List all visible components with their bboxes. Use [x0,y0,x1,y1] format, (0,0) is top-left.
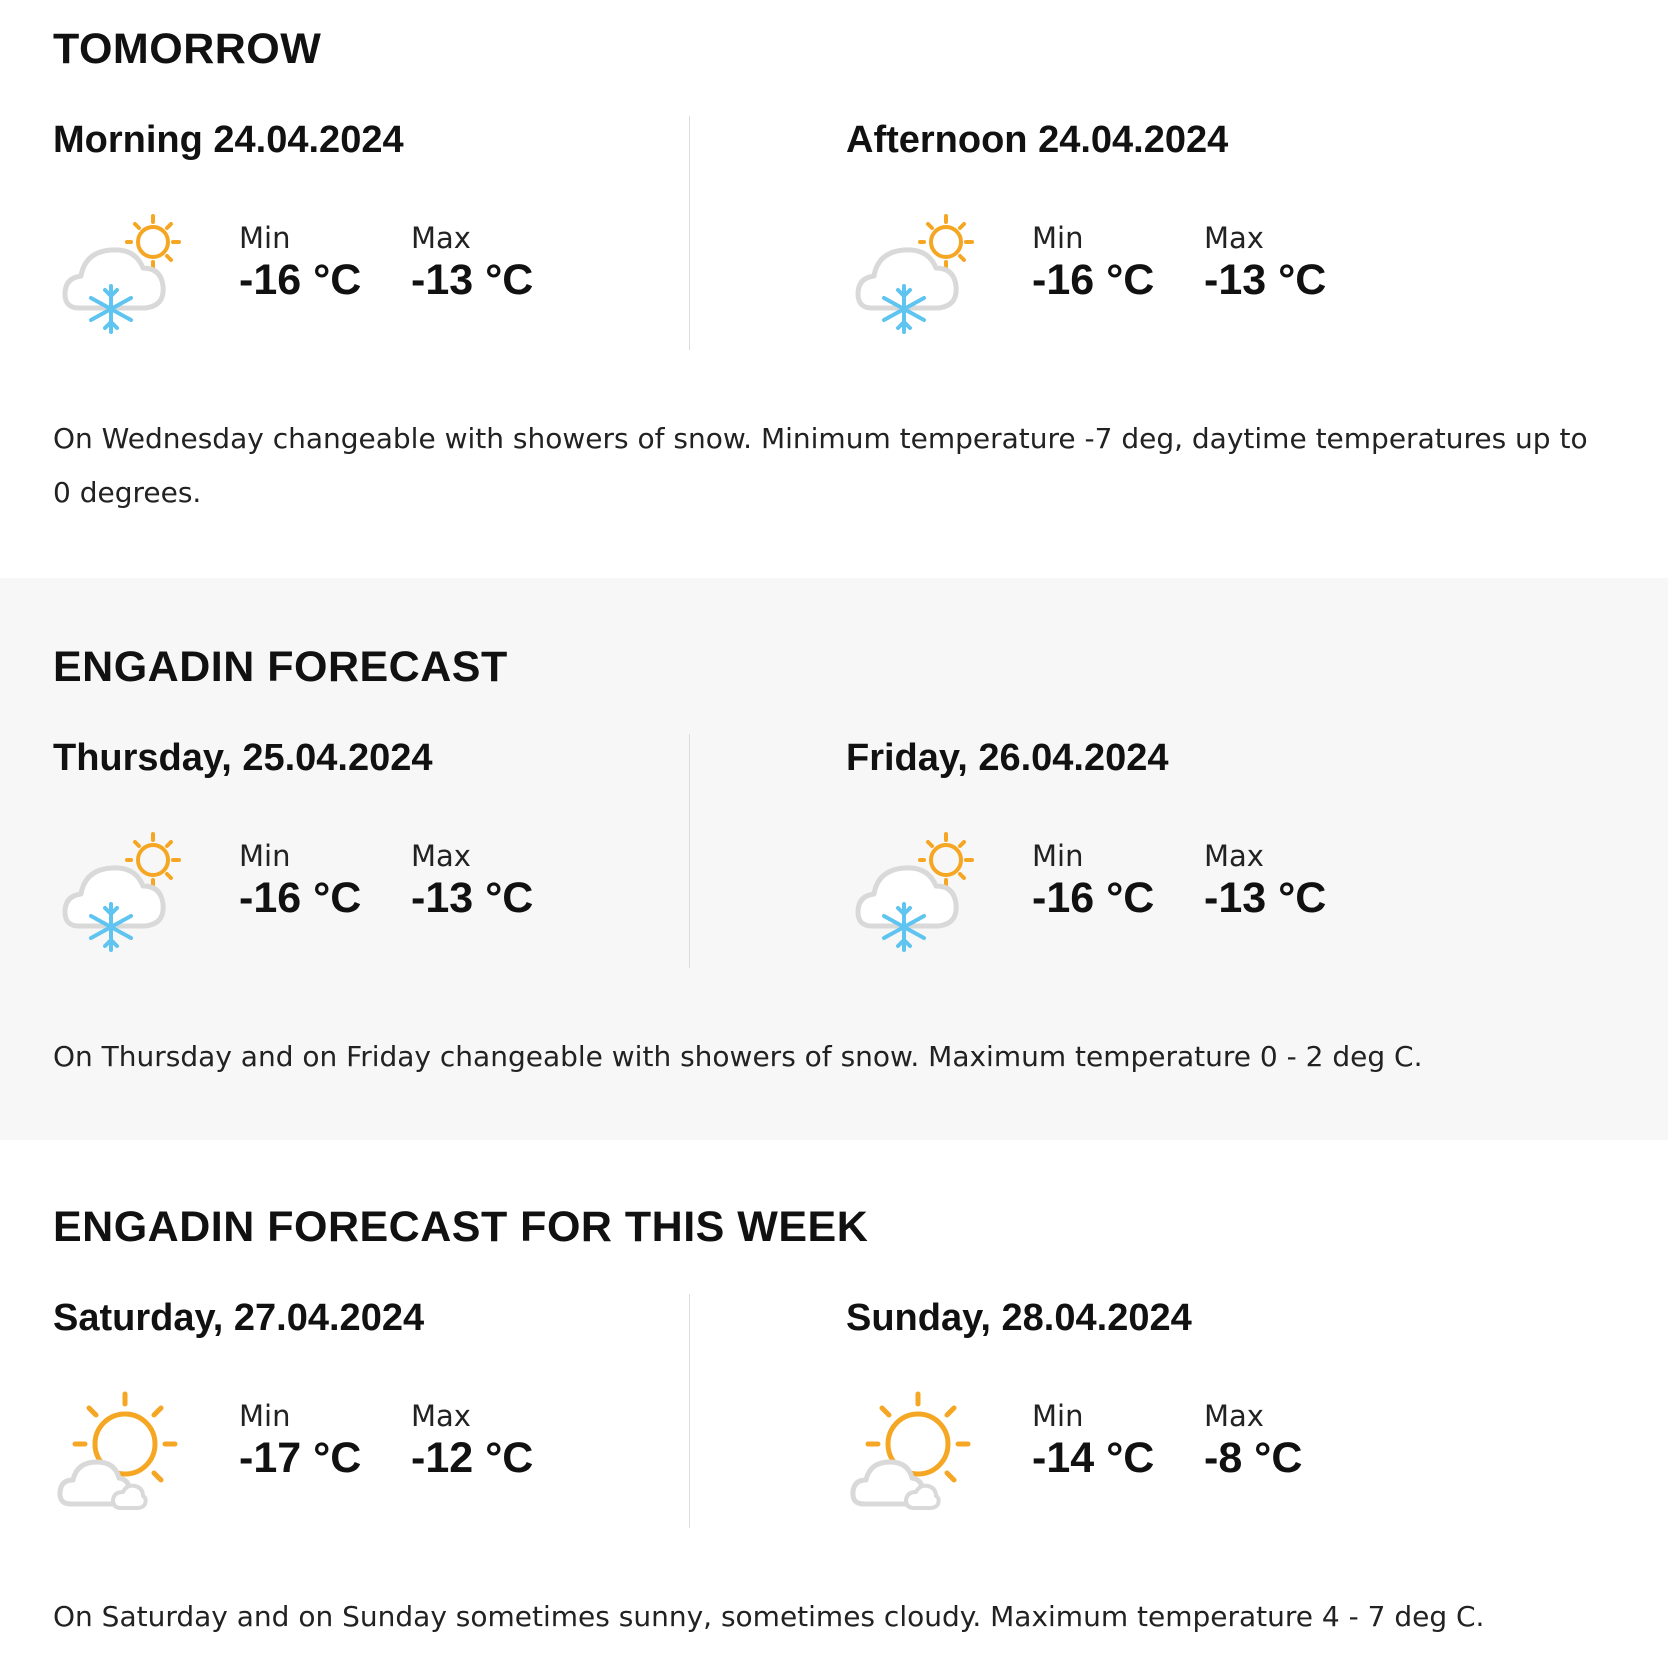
temperatures [1032,1398,1376,1482]
min-value: -14 °C [1032,1434,1155,1482]
max-temp [1204,838,1376,922]
min-label: Min [239,221,291,255]
min-temp [239,838,411,922]
min-label: Min [239,839,291,873]
max-value: -13 °C [411,874,534,922]
forecast-columns [53,1294,1615,1528]
forecast-card-saturday [53,1294,689,1528]
section-engadin-week-forecast [0,1140,1668,1653]
forecast-description: On Thursday and on Friday changeable with showers of snow. Maximum temperature 0 - 2 deg C. [53,1040,1423,1073]
forecast-row [846,826,1586,956]
max-value: -13 °C [1204,256,1327,304]
max-label: Max [1204,839,1264,873]
partly-cloudy-snow-icon [57,826,187,956]
max-temp [1204,220,1376,304]
partly-cloudy-snow-icon [57,208,187,338]
partly-cloudy-snow-icon [850,208,980,338]
temperatures [1032,838,1376,922]
min-temp [239,1398,411,1482]
min-temp [239,220,411,304]
max-value: -13 °C [411,256,534,304]
min-value: -16 °C [1032,874,1155,922]
max-label: Max [411,839,471,873]
min-label: Min [1032,221,1084,255]
section-title: ENGADIN FORECAST [53,643,508,691]
min-value: -17 °C [239,1434,362,1482]
partly-cloudy-snow-icon [850,826,980,956]
section-title: TOMORROW [53,25,322,73]
period-title: Afternoon 24.04.2024 [846,119,1229,161]
forecast-row [53,208,689,338]
min-temp [1032,1398,1204,1482]
period-title: Thursday, 25.04.2024 [53,737,433,779]
min-temp [1032,220,1204,304]
section-title: ENGADIN FORECAST FOR THIS WEEK [53,1203,869,1251]
temperatures [239,838,583,922]
period-title: Sunday, 28.04.2024 [846,1297,1192,1339]
forecast-description: On Saturday and on Sunday sometimes sunny, sometimes cloudy. Maximum temperature 4 - 7 deg C. [53,1600,1485,1633]
max-label: Max [411,221,471,255]
max-temp [1204,1398,1376,1482]
sunny-cloud-icon [57,1386,187,1516]
forecast-card-thursday [53,734,689,968]
forecast-card-morning [53,116,689,350]
forecast-row [846,1386,1586,1516]
period-title: Saturday, 27.04.2024 [53,1297,425,1339]
min-value: -16 °C [1032,256,1155,304]
max-temp [411,1398,583,1482]
section-engadin-forecast [0,578,1668,1140]
forecast-row [53,826,689,956]
max-label: Max [1204,1399,1264,1433]
temperatures [239,220,583,304]
min-label: Min [1032,839,1084,873]
temperatures [1032,220,1376,304]
forecast-columns [53,116,1615,350]
max-value: -13 °C [1204,874,1327,922]
max-temp [411,220,583,304]
max-value: -8 °C [1204,1434,1303,1482]
sunny-cloud-icon [850,1386,980,1516]
max-label: Max [1204,221,1264,255]
max-label: Max [411,1399,471,1433]
min-value: -16 °C [239,874,362,922]
temperatures [239,1398,583,1482]
forecast-description: On Wednesday changeable with showers of snow. Minimum temperature -7 deg, daytime temperatures up to 0 degrees. [53,422,1588,509]
period-title: Friday, 26.04.2024 [846,737,1169,779]
max-temp [411,838,583,922]
min-label: Min [1032,1399,1084,1433]
min-label: Min [239,1399,291,1433]
min-value: -16 °C [239,256,362,304]
forecast-columns [53,734,1615,968]
period-title: Morning 24.04.2024 [53,119,404,161]
min-temp [1032,838,1204,922]
forecast-row [53,1386,689,1516]
forecast-card-sunday [690,1294,1586,1528]
forecast-row [846,208,1586,338]
section-tomorrow [0,0,1668,578]
forecast-card-friday [690,734,1586,968]
forecast-card-afternoon [690,116,1586,350]
max-value: -12 °C [411,1434,534,1482]
